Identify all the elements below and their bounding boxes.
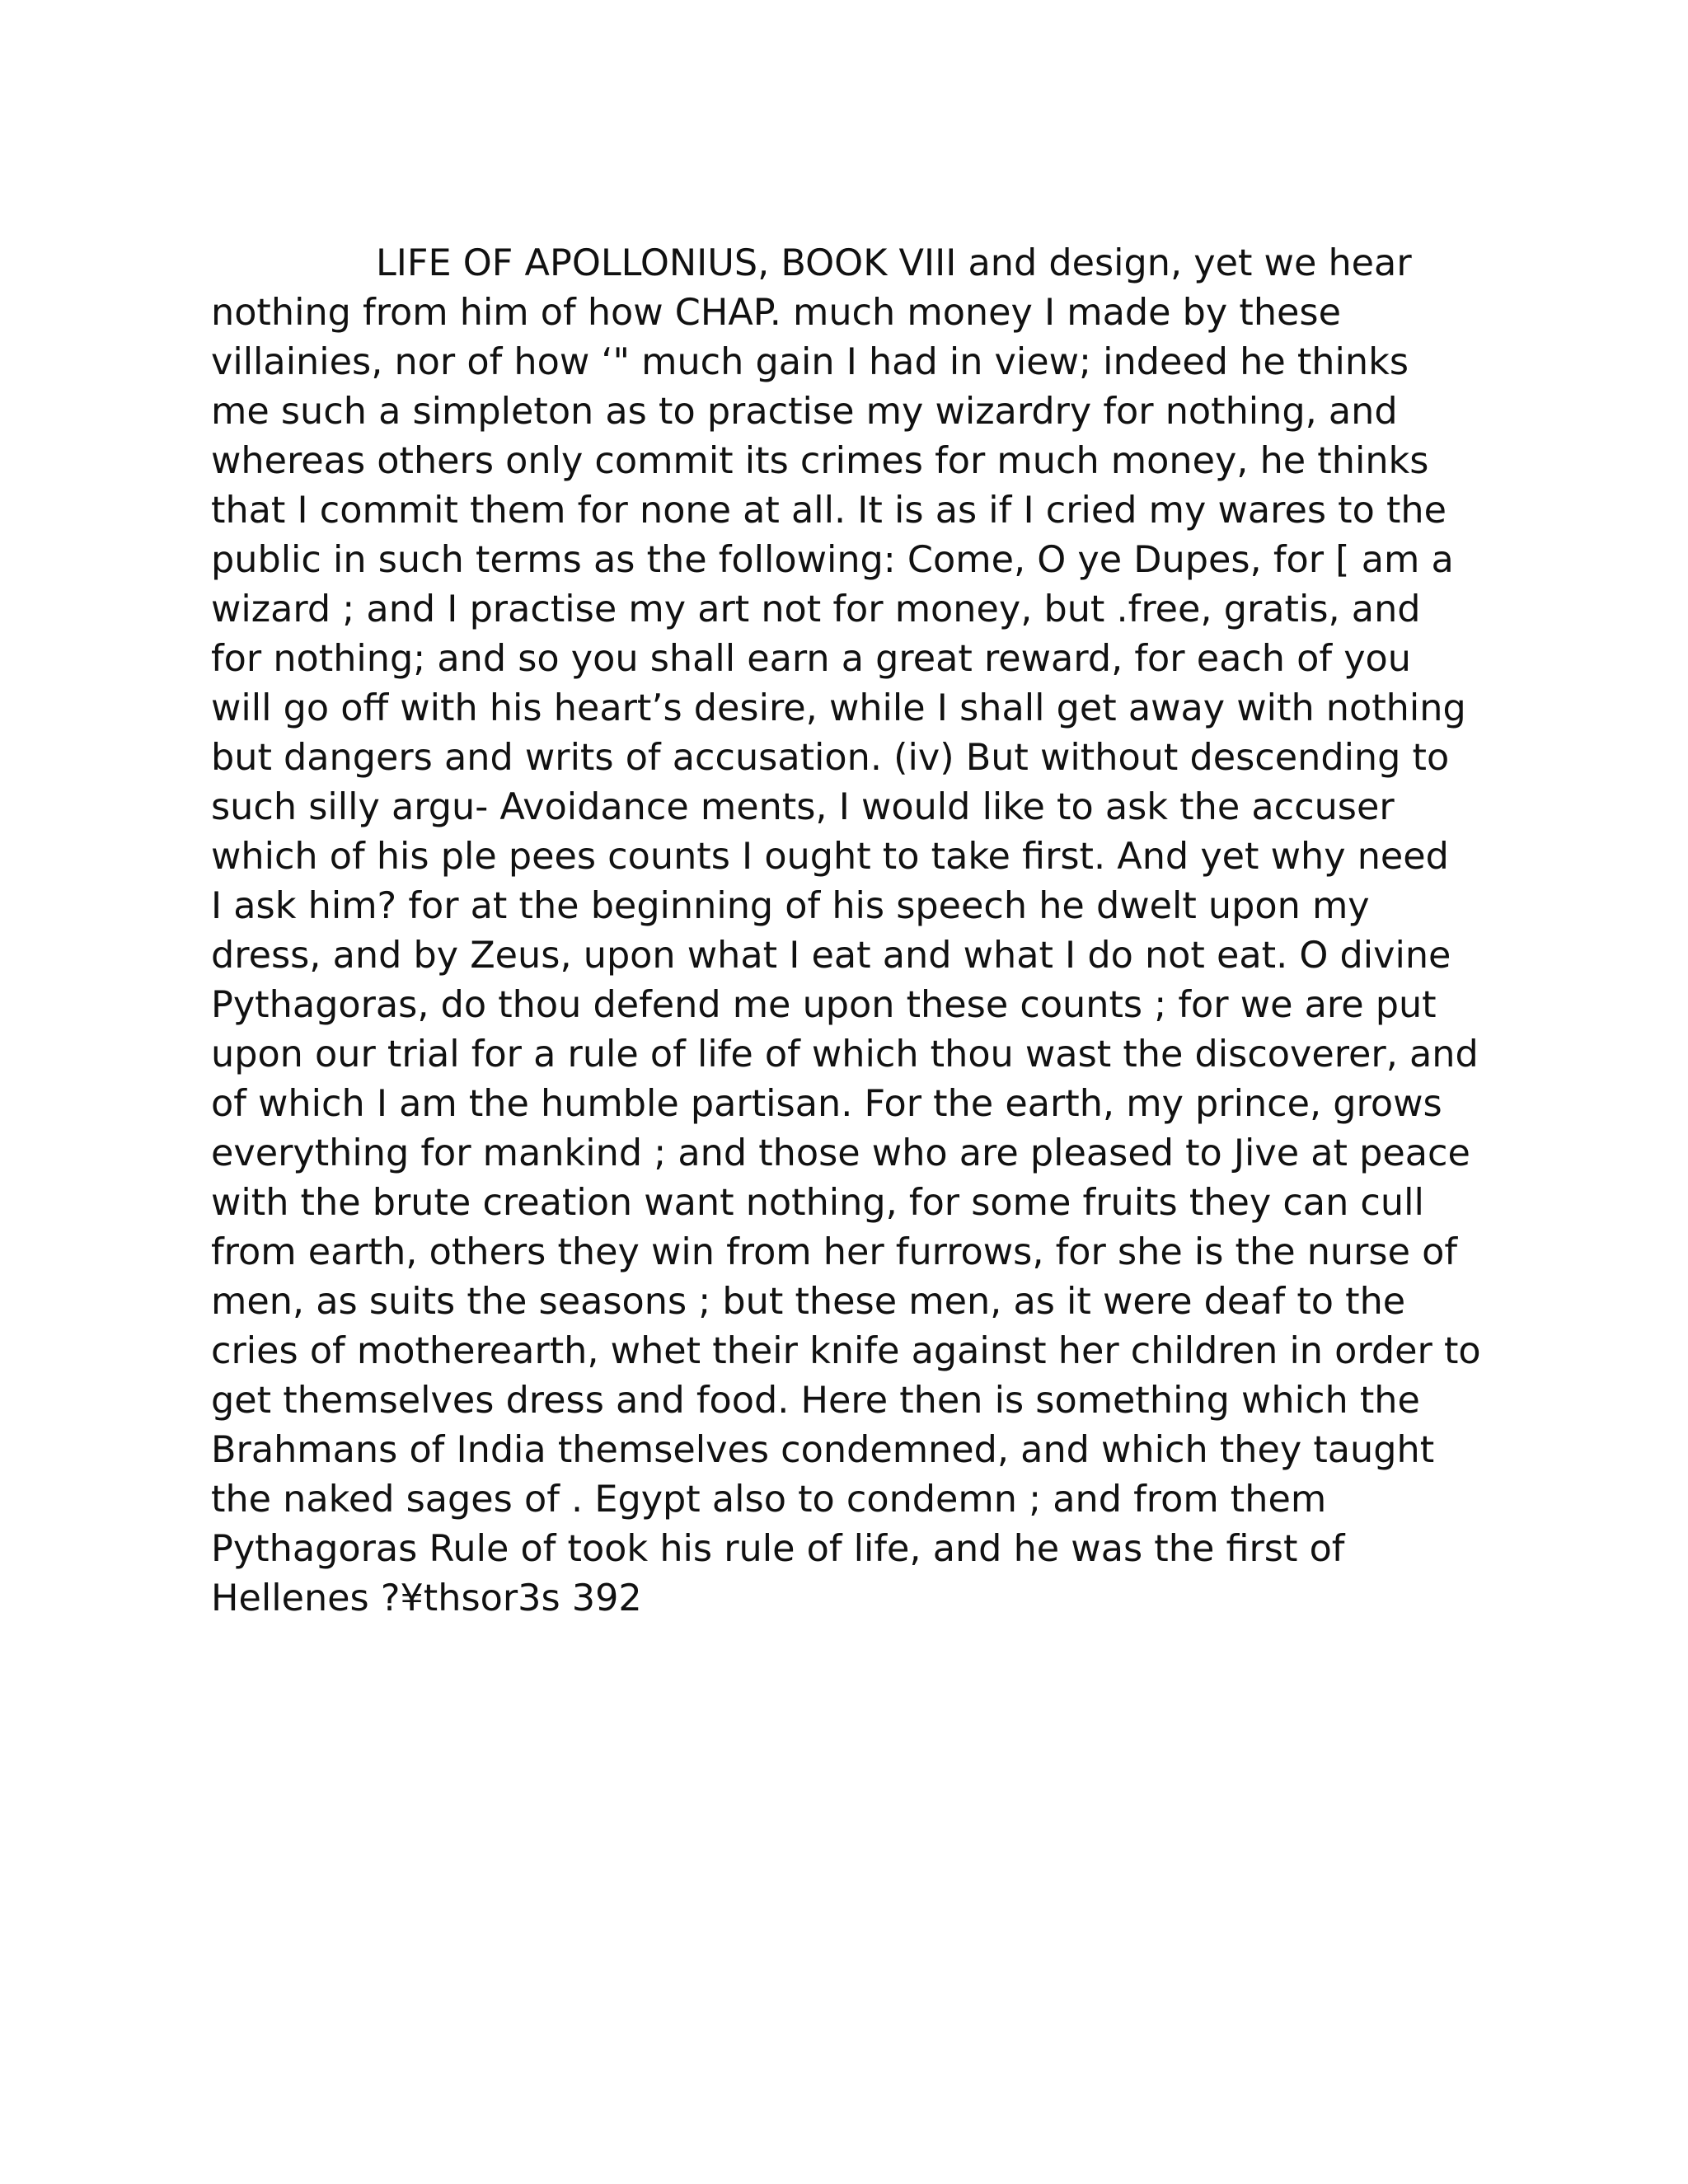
text-line: everything for mankind ; and those who are pleased to Jive at peace bbox=[211, 1132, 1470, 1174]
text-line: with the brute creation want nothing, for some fruits they can cull bbox=[211, 1182, 1424, 1224]
text-line: me such a simpleton as to practise my wizardry for nothing, and bbox=[211, 391, 1398, 433]
text-line: of which I am the humble partisan. For the earth, my prince, grows bbox=[211, 1083, 1442, 1125]
text-line: Brahmans of India themselves condemned, and which they taught bbox=[211, 1429, 1435, 1471]
text-line: such silly argu- Avoidance ments, I would like to ask the accuser bbox=[211, 786, 1395, 828]
body-text bbox=[211, 239, 1480, 1624]
text-line: villainies, nor of how ‘" much gain I had in view; indeed he thinks bbox=[211, 341, 1409, 383]
text-line: whereas others only commit its crimes for much money, he thinks bbox=[211, 440, 1429, 482]
text-line: upon our trial for a rule of life of which thou wast the discoverer, and bbox=[211, 1033, 1479, 1076]
text-line: I ask him? for at the beginning of his speech he dwelt upon my bbox=[211, 885, 1370, 927]
text-line: which of his ple pees counts I ought to take first. And yet why need bbox=[211, 836, 1449, 878]
text-line: men, as suits the seasons ; but these men, as it were deaf to the bbox=[211, 1281, 1406, 1323]
text-line: Pythagoras Rule of took his rule of life, and he was the first of bbox=[211, 1528, 1345, 1570]
text-line: for nothing; and so you shall earn a great reward, for each of you bbox=[211, 638, 1411, 680]
text-line: the naked sages of . Egypt also to condemn ; and from them bbox=[211, 1479, 1327, 1521]
text-line: nothing from him of how CHAP. much money I made by these bbox=[211, 292, 1341, 334]
text-line: get themselves dress and food. Here then is something which the bbox=[211, 1380, 1420, 1422]
text-line: wizard ; and I practise my art not for money, but .free, gratis, and bbox=[211, 588, 1421, 630]
text-line: from earth, others they win from her furrows, for she is the nurse of bbox=[211, 1231, 1458, 1273]
text-line: LIFE OF APOLLONIUS, BOOK VIII and design, yet we hear bbox=[376, 242, 1412, 284]
text-line: cries of motherearth, whet their knife against her children in order to bbox=[211, 1330, 1481, 1372]
text-line: dress, and by Zeus, upon what I eat and what I do not eat. O divine bbox=[211, 935, 1451, 977]
text-line: Hellenes ?¥thsor3s 392 bbox=[211, 1577, 642, 1619]
text-line: that I commit them for none at all. It is as if I cried my wares to the bbox=[211, 490, 1447, 532]
text-line: but dangers and writs of accusation. (iv) But without descending to bbox=[211, 737, 1450, 779]
text-line: public in such terms as the following: Come, O ye Dupes, for [ am a bbox=[211, 539, 1454, 581]
text-line: Pythagoras, do thou defend me upon these counts ; for we are put bbox=[211, 984, 1437, 1026]
text-line: will go off with his heart’s desire, while I shall get away with nothing bbox=[211, 687, 1466, 729]
